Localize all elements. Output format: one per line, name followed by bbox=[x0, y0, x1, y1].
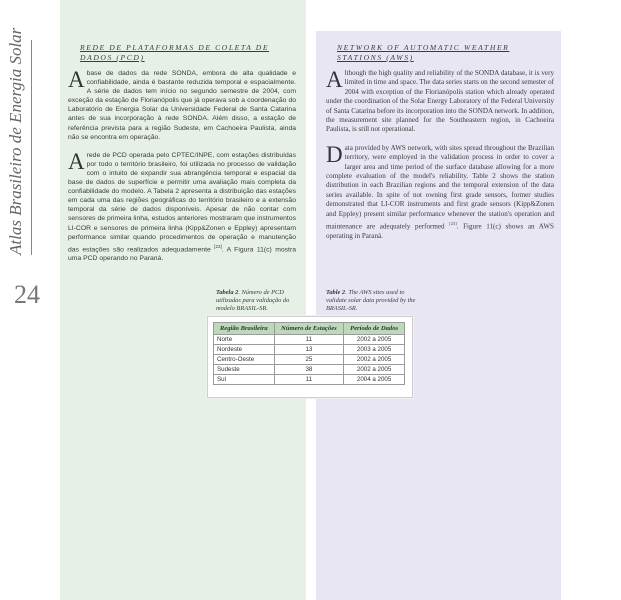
region-cell: Sul bbox=[214, 375, 275, 385]
pt-paragraph-1 bbox=[68, 69, 296, 142]
page-number: 24 bbox=[14, 280, 40, 309]
pt-paragraph-2-end: . A Figura 11(c) mostra uma PCD operando no Paraná. bbox=[68, 245, 296, 263]
table-row bbox=[214, 335, 405, 345]
atlas-side-title: Atlas Brasileiro de Energia Solar bbox=[6, 27, 25, 255]
pt-paragraph-2 bbox=[68, 148, 296, 263]
en-table-caption bbox=[326, 289, 416, 313]
pt-drop-cap-2: A bbox=[68, 148, 85, 174]
stations-table-card bbox=[207, 316, 413, 398]
data-period-cell: 2002 a 2005 bbox=[344, 335, 405, 345]
column-header-data-period: Período de Dados bbox=[344, 323, 405, 335]
table-row bbox=[214, 365, 405, 375]
region-cell: Nordeste bbox=[214, 345, 275, 355]
pt-reference: [23] bbox=[214, 243, 222, 249]
en-section-heading: NETWORK OF AUTOMATIC WEATHER STATIONS (AWS) bbox=[337, 43, 510, 62]
data-period-cell: 2004 a 2005 bbox=[344, 375, 405, 385]
en-body bbox=[326, 69, 554, 250]
en-reference: [23] bbox=[449, 221, 457, 227]
en-paragraph-1 bbox=[326, 69, 554, 135]
table-row bbox=[214, 355, 405, 365]
column-header-region: Região Brasileira bbox=[214, 323, 275, 335]
table-header-row bbox=[214, 323, 405, 335]
data-period-cell: 2002 a 2005 bbox=[344, 365, 405, 375]
data-period-cell: 2002 a 2005 bbox=[344, 355, 405, 365]
station-count-cell: 11 bbox=[274, 375, 344, 385]
column-header-station-count: Número de Estações bbox=[274, 323, 344, 335]
region-cell: Sudeste bbox=[214, 365, 275, 375]
table-row bbox=[214, 375, 405, 385]
pt-section-heading: REDE DE PLATAFORMAS DE COLETA DE DADOS (PCD) bbox=[80, 43, 270, 62]
en-caption-text: . The AWS sites used to validate solar data provided by the BRASIL-SR. bbox=[326, 289, 416, 312]
data-period-cell: 2003 a 2005 bbox=[344, 345, 405, 355]
pt-paragraph-2-text: rede de PCD operada pelo CPTEC/INPE, com estações distribuídas por todo o território brasileiro, foi utilizada no processo de validação com o intuito de expandir sua abrangência temporal e espacial da base de dados de superfície e permitir uma avaliação mais completa da confiabilidade do modelo. A Tabela 2 apresenta a distribuição das estações em cada uma das regiões geográficas do território brasileiro e a extensão temporal da série de dados disponíveis. Apesar de não contar com sensores de primeira linha, estudos anteriores mostraram que instrumentos LI-COR e sensores de primeira linha (Kipp&Zonen e Eppley) apresentam performance similar quando procedimentos de operação e manutenção das estações são realizados adequadamente bbox=[68, 151, 296, 253]
station-count-cell: 25 bbox=[274, 355, 344, 365]
pt-drop-cap-1: A bbox=[68, 67, 85, 92]
pt-caption-label: Tabela 2 bbox=[216, 289, 239, 296]
region-cell: Norte bbox=[214, 335, 275, 345]
en-drop-cap-2: D bbox=[326, 141, 343, 167]
pt-caption-text: . Número de PCD utilizadas para validação do modelo BRASIL-SR. bbox=[216, 289, 290, 312]
en-paragraph-2-text: ata provided by AWS network, with sites spread throughout the Brazilian territory, were employed in the validation process in order to cover a larger area and time period of the surface database allowing for a more complete evaluation of the model's reliability. Table 2 shows the station distribution in each Brazilian regions and the temporal extension of the data series available. In spite of not owning first grade sensors, former studies demonstrated that LI-COR instruments and first grade sensors (Kipp&Zonen and Eppley) present similar performance whenever the station's operation and maintenance are adequately performed bbox=[326, 143, 554, 231]
en-paragraph-2-end: . Figure 11(c) shows an AWS operating in Paraná. bbox=[326, 222, 554, 240]
station-count-cell: 11 bbox=[274, 335, 344, 345]
pt-body bbox=[68, 69, 296, 272]
stations-table bbox=[213, 322, 405, 385]
pt-table-caption bbox=[216, 289, 306, 313]
en-paragraph-2 bbox=[326, 141, 554, 241]
table-row bbox=[214, 345, 405, 355]
region-cell: Centro-Oeste bbox=[214, 355, 275, 365]
en-caption-label: Table 2 bbox=[326, 289, 346, 296]
station-count-cell: 38 bbox=[274, 365, 344, 375]
station-count-cell: 13 bbox=[274, 345, 344, 355]
pt-paragraph-1-text: base de dados da rede SONDA, embora de alta qualidade e confiabilidade, ainda é bastante reduzida temporal e espacialmente. A série de dados tem início no segundo semestre de 2004, com exceção da estação de Florianópolis que já operava sob a coordenação do Laboratório de Energia Solar da Universidade Federal de Santa Catarina antes de sua incorporação à rede SONDA. Além disso, a estação de referência prevista para a região Sudeste, em Cachoeira Paulista, ainda não se encontra em operação. bbox=[68, 70, 296, 141]
en-drop-cap-1: A bbox=[326, 67, 343, 92]
en-paragraph-1-text: lthough the high quality and reliability of the SONDA database, it is very limited in time and space. The data series starts on the second semester of 2004 with exception of the Florianópolis station which already operated under the coordination of the Solar Energy Laboratory of the Federal University of Santa Catarina before its incorporation into the SONDA network. In addition, the measurement site planned for the Southeastern region, in Cachoeira Paulista, is still not operational. bbox=[326, 69, 554, 134]
